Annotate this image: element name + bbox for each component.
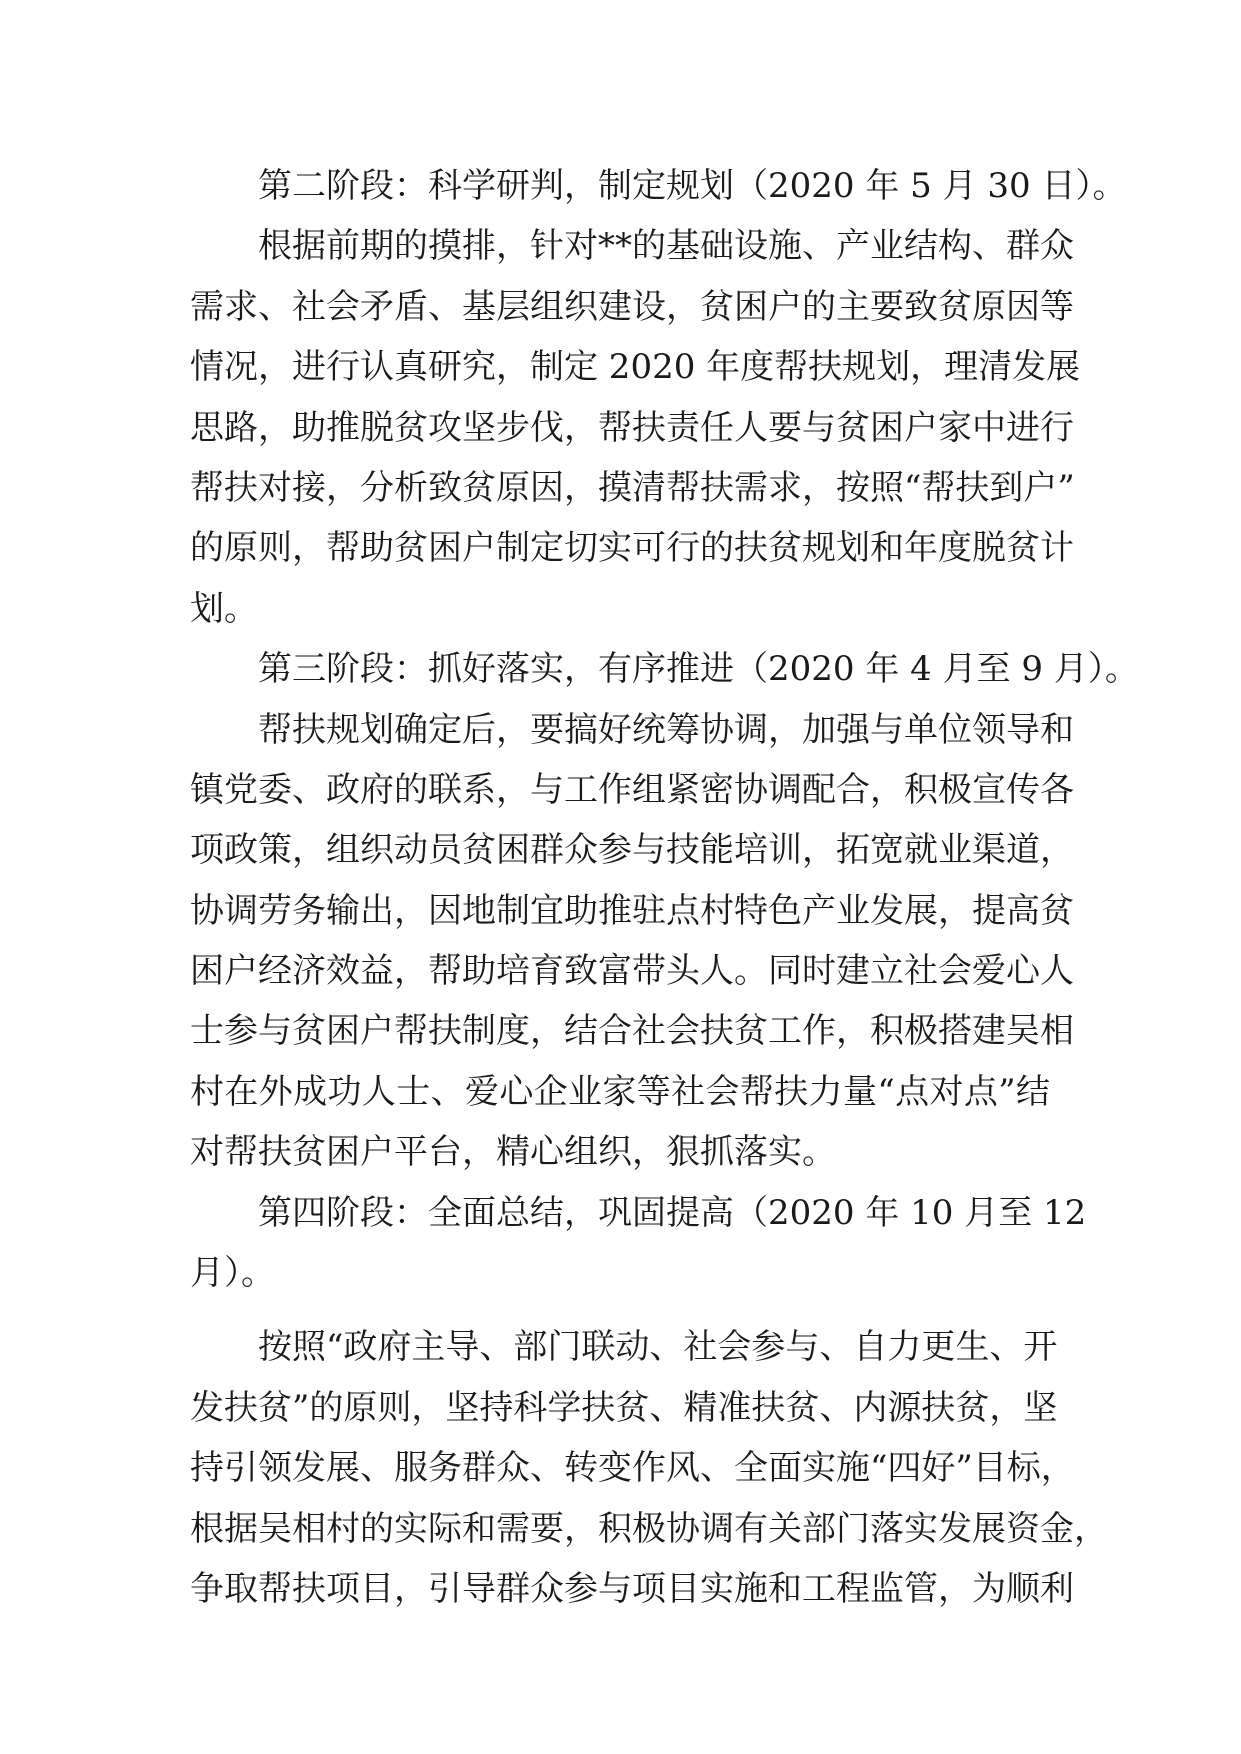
text-line: 思路，助推脱贫攻坚步伐，帮扶责任人要与贫困户家中进行 — [190, 407, 1074, 448]
text-line: 发扶贫”的原则，坚持科学扶贫、精准扶贫、内源扶贫，坚 — [190, 1387, 1058, 1428]
text-line: 帮扶对接，分析致贫原因，摸清帮扶需求，按照“帮扶到户” — [190, 467, 1075, 508]
text-line: 的原则，帮助贫困户制定切实可行的扶贫规划和年度脱贫计 — [190, 528, 1074, 569]
text-line: 第三阶段：抓好落实，有序推进（2020 年 4 月至 9 月）。 — [258, 649, 1139, 690]
text-line: 协调劳务输出，因地制宜助推驻点村特色产业发展，提高贫 — [190, 890, 1074, 931]
text-line: 镇党委、政府的联系，与工作组紧密协调配合，积极宣传各 — [190, 769, 1074, 810]
stage-4-heading — [190, 1183, 1087, 1304]
text-line: 情况，进行认真研究，制定 2020 年度帮扶规划，理清发展 — [190, 347, 1081, 388]
text-line: 帮扶规划确定后，要搞好统筹协调，加强与单位领导和 — [258, 709, 1074, 750]
text-line: 按照“政府主导、部门联动、社会参与、自力更生、开 — [258, 1327, 1058, 1368]
text-line: 第二阶段：科学研判，制定规划（2020 年 5 月 30 日）。 — [258, 166, 1127, 206]
stage-4-paragraph — [190, 1317, 1108, 1619]
text-line: 困户经济效益，帮助培育致富带头人。同时建立社会爱心人 — [190, 951, 1074, 992]
text-line: 第四阶段：全面总结，巩固提高（2020 年 10 月至 12 — [258, 1192, 1087, 1233]
text-line: 村在外成功人士、爱心企业家等社会帮扶力量“点对点”结 — [190, 1071, 1050, 1112]
text-line: 争取帮扶项目，引导群众参与项目实施和工程监管，为顺利 — [190, 1568, 1074, 1609]
text-line: 根据吴相村的实际和需要，积极协调有关部门落实发展资金， — [190, 1508, 1108, 1549]
stage-2-paragraph — [190, 216, 1081, 639]
document-body — [190, 156, 1139, 1619]
stage-3-paragraph — [190, 700, 1074, 1183]
text-line: 月）。 — [190, 1253, 275, 1294]
paragraph-spacer — [190, 1303, 1050, 1317]
text-line: 持引领发展、服务群众、转变作风、全面实施“四好”目标， — [190, 1448, 1075, 1489]
text-line: 项政策，组织动员贫困群众参与技能培训，拓宽就业渠道， — [190, 830, 1074, 871]
text-line: 划。 — [190, 588, 258, 629]
text-line: 士参与贫困户帮扶制度，结合社会扶贫工作，积极搭建吴相 — [190, 1011, 1074, 1052]
stage-3-heading — [190, 639, 1139, 699]
text-line: 根据前期的摸排，针对**的基础设施、产业结构、群众 — [258, 226, 1074, 267]
stage-2-heading — [190, 156, 1127, 216]
text-line: 对帮扶贫困户平台，精心组织，狠抓落实。 — [190, 1132, 836, 1173]
text-line: 需求、社会矛盾、基层组织建设，贫困户的主要致贫原因等 — [190, 286, 1074, 327]
